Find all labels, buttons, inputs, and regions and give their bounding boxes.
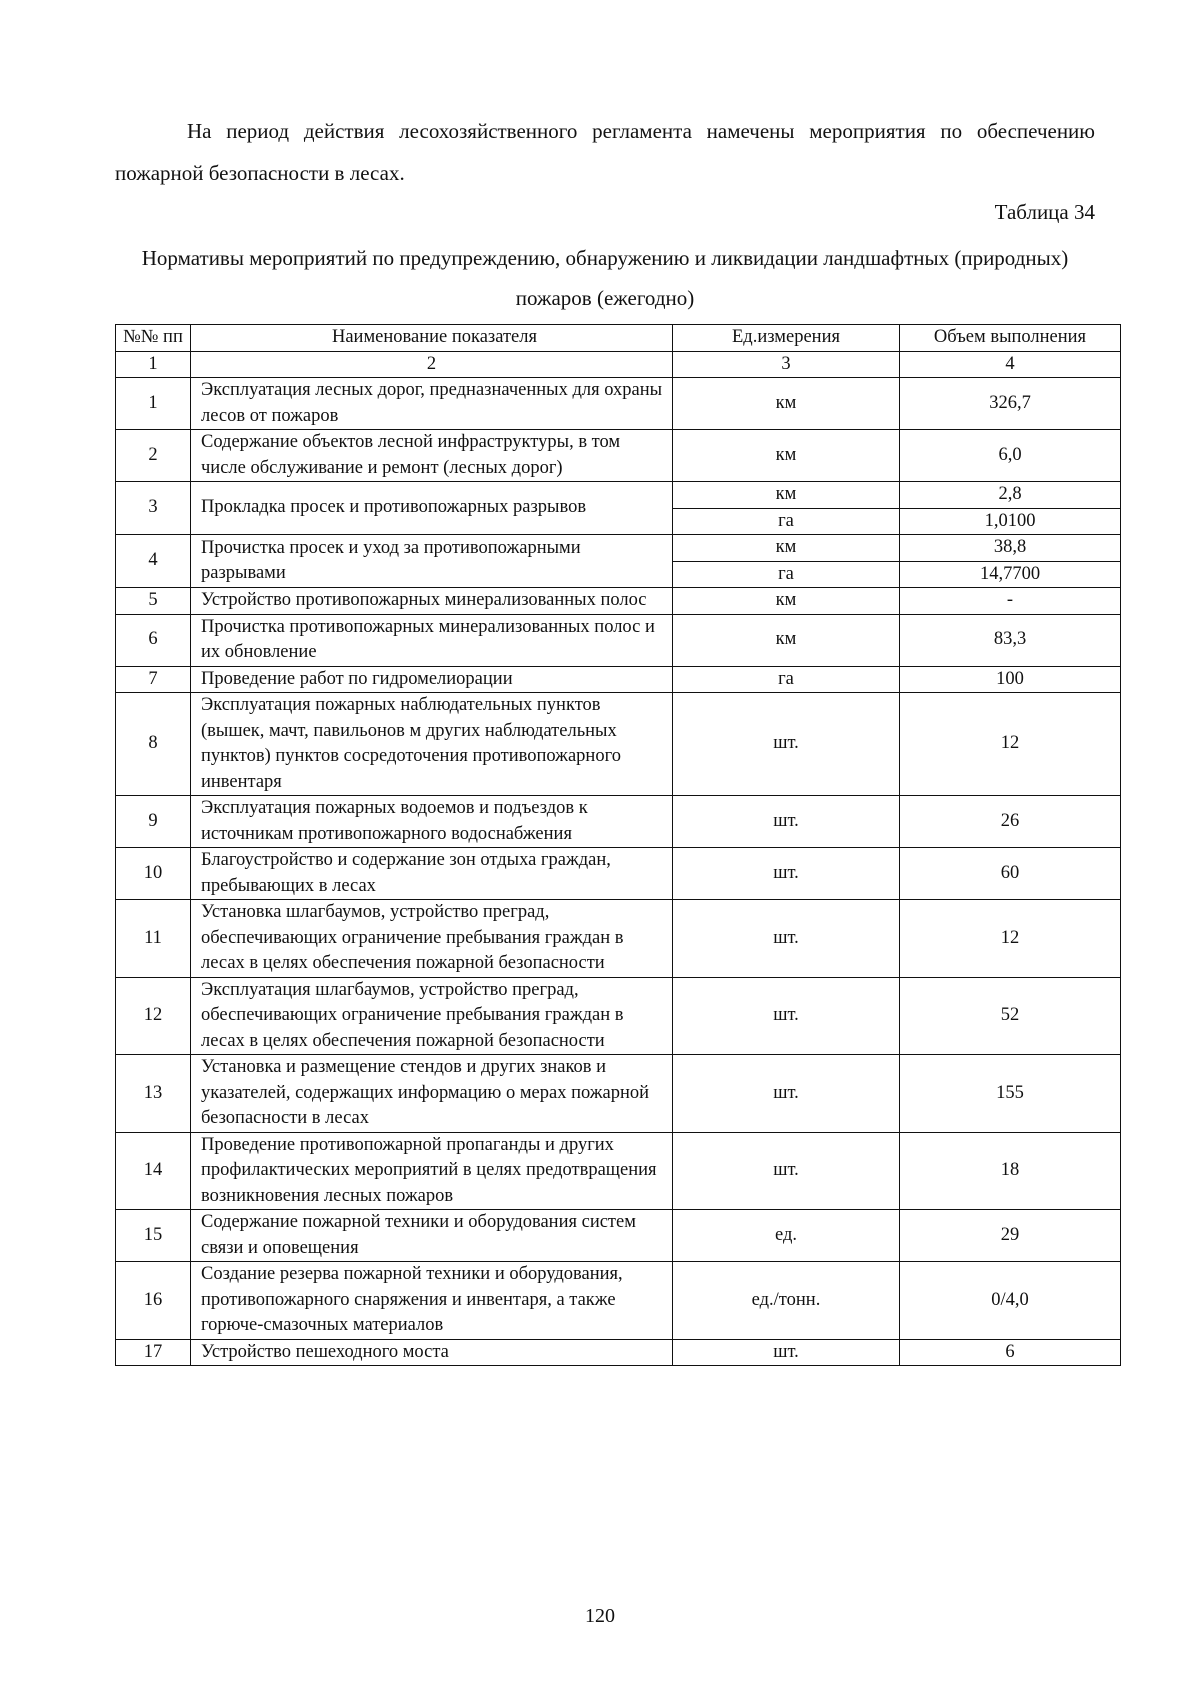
row-name: Эксплуатация пожарных наблюдательных пунктов (вышек, мачт, павильонов м других наблюдательных пунктов) пунктов сосредоточения противопожарного инвентаря [191,693,673,796]
col-number: 4 [900,351,1121,378]
header-name: Наименование показателя [191,325,673,352]
row-name: Установка шлагбаумов, устройство преград, обеспечивающих ограничение пребывания граждан в лесах в целях обеспечения пожарной безопасности [191,900,673,978]
row-num: 8 [116,693,191,796]
row-name: Прокладка просек и противопожарных разрывов [191,482,673,535]
row-unit: км [673,378,900,430]
row-unit: км [673,614,900,666]
row-unit: га [673,561,900,588]
table-row [116,1210,1121,1262]
row-unit: шт. [673,1055,900,1133]
header-num: №№ пп [116,325,191,352]
table-caption: Таблица 34 [994,200,1095,224]
row-name: Проведение работ по гидромелиорации [191,666,673,693]
table-row [116,1132,1121,1210]
row-volume: 6 [900,1339,1121,1366]
table-row [116,378,1121,430]
col-number: 2 [191,351,673,378]
row-num: 6 [116,614,191,666]
row-unit: ед. [673,1210,900,1262]
row-volume: 326,7 [900,378,1121,430]
row-name: Устройство противопожарных минерализованных полос [191,588,673,615]
row-num: 3 [116,482,191,535]
row-volume: 2,8 [900,482,1121,509]
table-row [116,535,1121,562]
row-unit: км [673,588,900,615]
table-row [116,666,1121,693]
row-name: Прочистка просек и уход за противопожарными разрывами [191,535,673,588]
row-unit: га [673,508,900,535]
table-row [116,693,1121,796]
row-name: Прочистка противопожарных минерализованных полос и их обновление [191,614,673,666]
intro-paragraph: На период действия лесохозяйственного регламента намечены мероприятия по обеспечению пожарной безопасности в лесах. [115,119,1095,185]
row-unit: шт. [673,796,900,848]
row-name: Установка и размещение стендов и других знаков и указателей, содержащих информацию о мерах пожарной безопасности в лесах [191,1055,673,1133]
table-row [116,1262,1121,1340]
row-num: 7 [116,666,191,693]
row-num: 15 [116,1210,191,1262]
table-row [116,588,1121,615]
row-name: Эксплуатация пожарных водоемов и подъездов к источникам противопожарного водоснабжения [191,796,673,848]
row-unit: шт. [673,1339,900,1366]
table-row [116,848,1121,900]
row-name: Эксплуатация лесных дорог, предназначенных для охраны лесов от пожаров [191,378,673,430]
row-name: Благоустройство и содержание зон отдыха граждан, пребывающих в лесах [191,848,673,900]
row-volume: 6,0 [900,430,1121,482]
row-volume: 0/4,0 [900,1262,1121,1340]
row-num: 10 [116,848,191,900]
row-volume: 12 [900,693,1121,796]
table-title: Нормативы мероприятий по предупреждению, обнаружению и ликвидации ландшафтных (природных) пожаров (ежегодно) [141,246,1069,310]
row-volume: 60 [900,848,1121,900]
row-num: 2 [116,430,191,482]
table-row [116,482,1121,509]
row-name: Содержание объектов лесной инфраструктуры, в том числе обслуживание и ремонт (лесных дорог) [191,430,673,482]
table-row [116,900,1121,978]
row-unit: га [673,666,900,693]
row-volume: 100 [900,666,1121,693]
column-number-row [116,351,1121,378]
row-num: 5 [116,588,191,615]
row-num: 17 [116,1339,191,1366]
row-unit: шт. [673,693,900,796]
row-volume: 155 [900,1055,1121,1133]
row-unit: шт. [673,900,900,978]
header-volume: Объем выполнения [900,325,1121,352]
row-name: Создание резерва пожарной техники и оборудования, противопожарного снаряжения и инвентаря, а также горюче-смазочных материалов [191,1262,673,1340]
row-volume: 14,7700 [900,561,1121,588]
row-volume: 12 [900,900,1121,978]
row-unit: шт. [673,1132,900,1210]
row-volume: 1,0100 [900,508,1121,535]
row-name: Содержание пожарной техники и оборудования систем связи и оповещения [191,1210,673,1262]
row-name: Проведение противопожарной пропаганды и других профилактических мероприятий в целях предотвращения возникновения лесных пожаров [191,1132,673,1210]
table-row [116,430,1121,482]
row-num: 1 [116,378,191,430]
table-row [116,1055,1121,1133]
row-num: 14 [116,1132,191,1210]
row-volume: 26 [900,796,1121,848]
header-unit: Ед.измерения [673,325,900,352]
measures-table [115,324,1121,1366]
row-num: 11 [116,900,191,978]
row-num: 4 [116,535,191,588]
row-unit: ед./тонн. [673,1262,900,1340]
table-header-row [116,325,1121,352]
row-unit: шт. [673,848,900,900]
table-row [116,977,1121,1055]
col-number: 3 [673,351,900,378]
row-volume: 52 [900,977,1121,1055]
row-unit: км [673,482,900,509]
row-volume: 18 [900,1132,1121,1210]
row-unit: км [673,430,900,482]
row-volume: 83,3 [900,614,1121,666]
row-volume: 38,8 [900,535,1121,562]
table-row [116,1339,1121,1366]
row-unit: шт. [673,977,900,1055]
row-name: Устройство пешеходного моста [191,1339,673,1366]
row-volume: - [900,588,1121,615]
row-volume: 29 [900,1210,1121,1262]
row-num: 16 [116,1262,191,1340]
row-unit: км [673,535,900,562]
row-name: Эксплуатация шлагбаумов, устройство преград, обеспечивающих ограничение пребывания граждан в лесах в целях обеспечения пожарной безопасности [191,977,673,1055]
row-num: 13 [116,1055,191,1133]
table-row [116,614,1121,666]
row-num: 9 [116,796,191,848]
row-num: 12 [116,977,191,1055]
col-number: 1 [116,351,191,378]
table-row [116,796,1121,848]
page-number: 120 [585,1605,615,1627]
